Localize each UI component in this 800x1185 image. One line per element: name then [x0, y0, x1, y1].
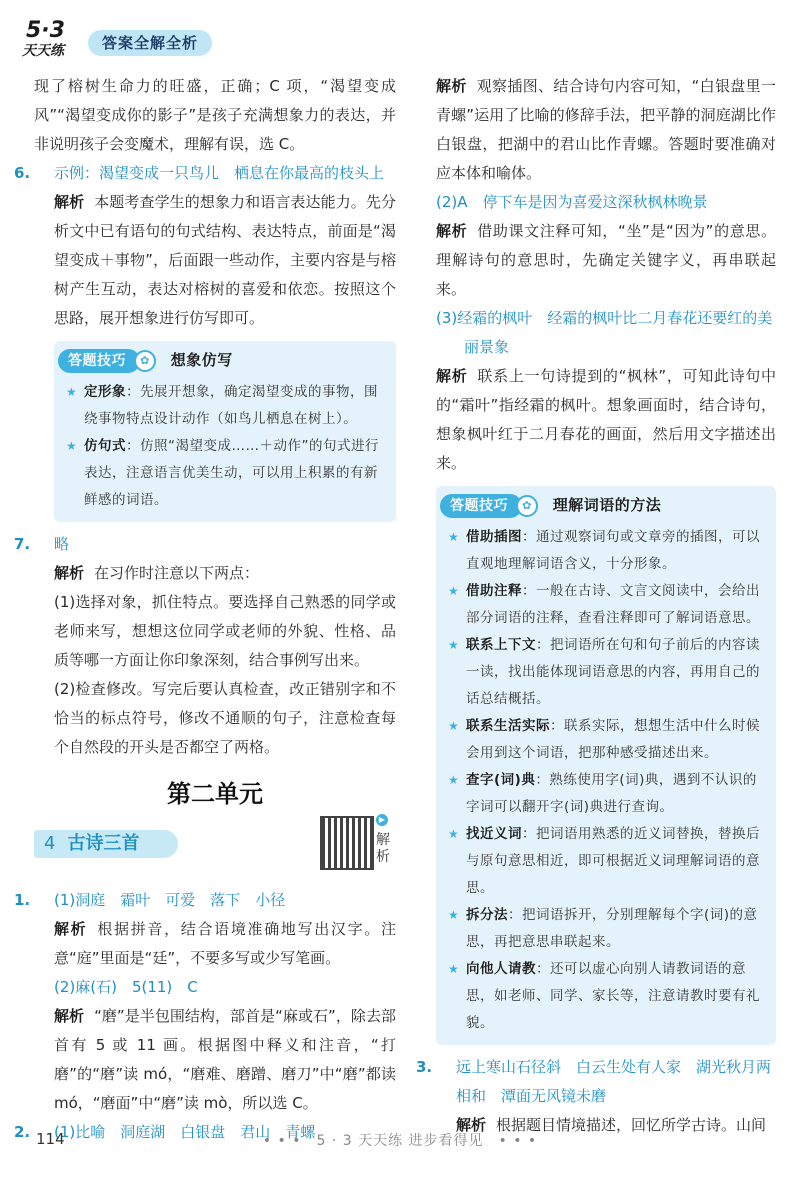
q2-answer-3: (3)经霜的枫叶 经霜的枫叶比二月春花还要红的美丽景象 — [436, 309, 773, 356]
page-footer — [0, 1126, 800, 1156]
tips-term: 查字(词)典 — [466, 772, 536, 788]
q7-point-2: (2)检查修改。写完后要认真检查，改正错别字和不恰当的标点符号，修改不通顺的句子，注意检查每个自然段的开头是否都空了两格。 — [54, 680, 396, 756]
tips-text: ：把词语拆开，分别理解每个字(词)的意思，再把意思串联起来。 — [466, 907, 758, 950]
tips-term: 借助注释 — [466, 583, 522, 599]
tips-term: 找近义词 — [466, 826, 522, 842]
tips-box-imitation — [54, 341, 396, 522]
bulb-icon: ✿ — [134, 350, 156, 372]
q1-number: 1. — [14, 891, 31, 909]
analysis-tag: 解析 — [436, 77, 467, 95]
tips-badge: 答题技巧 — [58, 349, 140, 373]
tips-item — [448, 821, 764, 902]
star-icon: ★ — [448, 530, 460, 544]
tips-term: 联系上下文 — [466, 637, 536, 653]
tips-text: ：熟练使用字(词)典，遇到不认识的字词可以翻开字(词)典进行查询。 — [466, 772, 757, 815]
tips-badge: 答题技巧 — [440, 494, 522, 518]
section-tab: 答案全解全析 — [88, 30, 212, 56]
analysis-tag: 解析 — [54, 1007, 85, 1025]
logo-line1: 5·3 — [26, 18, 65, 43]
analysis-tag: 解析 — [54, 193, 85, 211]
brand-logo — [22, 18, 80, 62]
tips-item — [448, 902, 764, 956]
star-icon: ★ — [66, 439, 78, 453]
star-icon: ★ — [448, 719, 460, 733]
tips-term: 向他人请教 — [466, 961, 536, 977]
q2-analysis2-text: 借助课文注释可知，“坐”是“因为”的意思。理解诗句的意思时，先确定关键字义，再串联起来。 — [436, 222, 776, 298]
tips-term: 联系生活实际 — [466, 718, 550, 734]
q1-answer1-text: (1)洞庭 霜叶 可爱 落下 小径 — [54, 891, 286, 909]
analysis-tag: 解析 — [54, 564, 85, 582]
lesson-title: 古诗三首 — [67, 833, 140, 854]
star-icon: ★ — [448, 962, 460, 976]
tips-item — [448, 713, 764, 767]
qr-label: 解析 — [376, 832, 390, 865]
tips-item — [448, 956, 764, 1037]
tips-term: 仿句式 — [84, 438, 126, 454]
tips-text: ：通过观察词句或文章旁的插图，可以直观地理解词语含义，十分形象。 — [466, 529, 760, 572]
tips-box-word-methods — [436, 486, 776, 1045]
tips-term: 借助插图 — [466, 529, 522, 545]
paragraph-continued: 现了榕树生命力的旺盛，正确；C 项，“渴望变成风”“渴望变成你的影子”是孩子充满想象力的表达，并非说明孩子会变魔术，理解有误，选 C。 — [34, 77, 396, 153]
q3-answer-text: 远上寒山石径斜 白云生处有人家 湖光秋月两相和 潭面无风镜未磨 — [456, 1058, 772, 1105]
footer-slogan: • • • 5 · 3 天天练 进步看得见 • • • — [262, 1133, 538, 1149]
q7-analysis-intro — [34, 559, 396, 588]
right-column — [416, 72, 776, 1140]
star-icon: ★ — [448, 638, 460, 652]
unit-title: 第二单元 — [167, 780, 263, 808]
analysis-tag: 解析 — [456, 1116, 487, 1134]
tips-text: ：联系实际，想想生活中什么时候会用到这个词语，把那种感受描述出来。 — [466, 718, 760, 761]
q7-point-1: (1)选择对象，抓住特点。要选择自己熟悉的同学或老师来写，想想这位同学或老师的外貌、性格、品质等哪一方面让你印象深刻，结合事例写出来。 — [54, 593, 396, 669]
page-header — [14, 16, 314, 64]
lesson-number: 4 — [44, 833, 56, 854]
q7-answer-text: 略 — [54, 535, 70, 553]
left-column — [14, 72, 396, 1147]
tips-item — [66, 379, 384, 433]
tips-text: ：仿照“渴望变成……＋动作”的句式进行表达，注意语言优美生动，可以用上积累的有新鲜感的词语。 — [84, 438, 379, 508]
bulb-icon: ✿ — [516, 495, 538, 517]
q7-answer — [14, 530, 396, 559]
q6-answer — [14, 159, 396, 188]
q1-answer-2: (2)麻(石) 5(11) C — [54, 978, 198, 996]
q2-answer-2: (2)A 停下车是因为喜爱这深秋枫林晚景 — [436, 193, 708, 211]
q6-answer-text: 示例：渴望变成一只鸟儿 栖息在你最高的枝头上 — [54, 164, 385, 182]
star-icon: ★ — [66, 385, 78, 399]
tips-item — [448, 632, 764, 713]
q3-analysis-text: 根据题目情境描述，回忆所学古诗。山间 — [496, 1116, 767, 1134]
q3-answer — [416, 1053, 776, 1111]
q2-analysis-2 — [436, 217, 776, 304]
tips-item — [448, 578, 764, 632]
tips-text: ：把词语所在句和句子前后的内容读一读，找出能体现词语意思的内容，再用自己的话总结概括。 — [466, 637, 760, 707]
qr-code[interactable] — [320, 816, 374, 870]
tips-text: ：一般在古诗、文言文阅读中，会给出部分词语的注释，查看注释即可了解词语意思。 — [466, 583, 760, 626]
lesson-header — [34, 816, 396, 886]
star-icon: ★ — [448, 773, 460, 787]
play-icon[interactable]: ▶ — [376, 814, 388, 826]
q6-analysis — [34, 188, 396, 333]
q2-analysis3-text: 联系上一句诗提到的“枫林”，可知此诗句中的“霜叶”指经霜的枫叶。想象画面时，结合诗句，想象枫叶红于二月春花的画面，然后用文字描述出来。 — [436, 367, 776, 472]
tips-item — [448, 524, 764, 578]
tips-text: ：还可以虚心向别人请教词语的意思，如老师、同学、家长等，注意请教时要有礼貌。 — [466, 961, 760, 1031]
q7-intro: 在习作时注意以下两点： — [94, 564, 260, 582]
tips-term: 定形象 — [84, 384, 126, 400]
q2-analysis1-text: 观察插图、结合诗句内容可知，“白银盘里一青螺”运用了比喻的修辞手法，把平静的洞庭湖比作白银盘，把湖中的君山比作青螺。答题时要准确对应本体和喻体。 — [436, 77, 776, 182]
tips-item — [66, 433, 384, 514]
analysis-tag: 解析 — [436, 222, 468, 240]
analysis-tag: 解析 — [436, 367, 468, 385]
q1-analysis1-text: 根据拼音，结合语境准确地写出汉字。注意“庭”里面是“廷”，不要多写或少写笔画。 — [54, 920, 396, 967]
q2-answer-text: (1)比喻 洞庭湖 白银盘 君山 青螺 — [54, 1123, 316, 1141]
q2-number: 2. — [14, 1123, 31, 1141]
tips-title: 理解词语的方法 — [552, 496, 662, 514]
q3-number: 3. — [416, 1058, 433, 1076]
logo-line2: 天天练 — [22, 43, 64, 59]
tips-item — [448, 767, 764, 821]
q7-number: 7. — [14, 535, 31, 553]
q2-analysis-3 — [436, 362, 776, 478]
star-icon: ★ — [448, 908, 460, 922]
q1-answer-1 — [14, 886, 396, 915]
q6-analysis-text: 本题考查学生的想象力和语言表达能力。先分析文中已有语句的句式结构、表达特点，前面是“渴望变成＋事物”，后面跟一些动作，主要内容是与榕树产生互动，表达对榕树的喜爱和依恋。按照这个思路，展开想象进行仿写即可。 — [54, 193, 396, 327]
tips-box-head — [66, 347, 384, 379]
q1-analysis-2 — [34, 1002, 396, 1118]
q1-analysis-1 — [34, 915, 396, 973]
analysis-tag: 解析 — [54, 920, 88, 938]
q2-analysis-1 — [436, 72, 776, 188]
star-icon: ★ — [448, 584, 460, 598]
q6-number: 6. — [14, 164, 31, 182]
tips-term: 拆分法 — [466, 907, 508, 923]
page-number: 114 — [36, 1130, 65, 1148]
star-icon: ★ — [448, 827, 460, 841]
tips-title: 想象仿写 — [170, 351, 233, 369]
q1-analysis2-text: “磨”是半包围结构，部首是“麻或石”，除去部首有 5 或 11 画。根据图中释义和注音，“打磨”的“磨”读 mó，“磨难、磨蹭、磨刀”中“磨”都读 mó，“磨面”中“磨”读 mò，所以选 C。 — [54, 1007, 396, 1112]
lesson-title-bar — [34, 830, 178, 858]
tips-text: ：把词语用熟悉的近义词替换，替换后与原句意思相近，即可根据近义词理解词语的意思。 — [466, 826, 760, 896]
tips-text: ：先展开想象，确定渴望变成的事物，围绕事物特点设计动作（如鸟儿栖息在树上）。 — [84, 384, 378, 427]
tips-box-head — [448, 492, 764, 524]
